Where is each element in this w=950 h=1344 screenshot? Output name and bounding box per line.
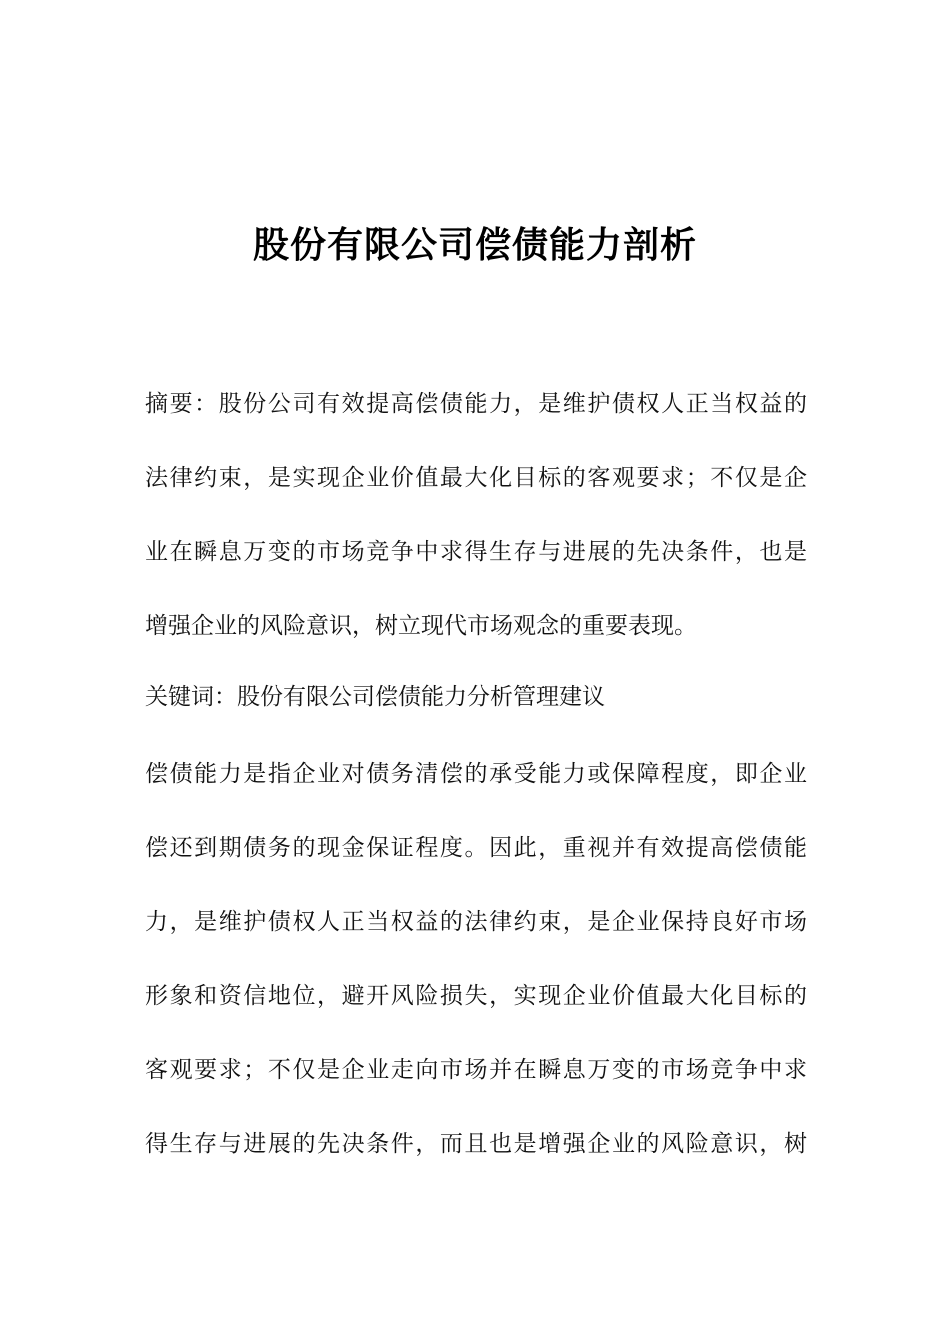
document-title: 股份有限公司偿债能力剖析 (252, 225, 697, 266)
paragraph-line: 得生存与进展的先决条件，而且也是增强企业的风险意识，树 (145, 1131, 807, 1157)
paragraph-line: 形象和资信地位，避开风险损失，实现企业价值最大化目标的 (145, 983, 807, 1009)
abstract-section (145, 384, 807, 680)
abstract-line: 业在瞬息万变的市场竞争中求得生存与进展的先决条件，也是 (145, 539, 807, 565)
keywords-line: 关键词：股份有限公司偿债能力分析管理建议 (145, 684, 605, 710)
paragraph-line: 客观要求；不仅是企业走向市场并在瞬息万变的市场竞争中求 (145, 1057, 807, 1083)
paragraph-line: 偿债能力是指企业对债务清偿的承受能力或保障程度，即企业 (145, 761, 807, 787)
paragraph-line: 偿还到期债务的现金保证程度。因此，重视并有效提高偿债能 (145, 835, 807, 861)
paragraph-line: 力，是维护债权人正当权益的法律约束，是企业保持良好市场 (145, 909, 807, 935)
body-paragraph (145, 754, 807, 1198)
abstract-line: 法律约束，是实现企业价值最大化目标的客观要求；不仅是企 (145, 465, 807, 491)
abstract-line: 摘要：股份公司有效提高偿债能力，是维护债权人正当权益的 (145, 391, 807, 417)
abstract-line: 增强企业的风险意识，树立现代市场观念的重要表现。 (145, 613, 697, 639)
